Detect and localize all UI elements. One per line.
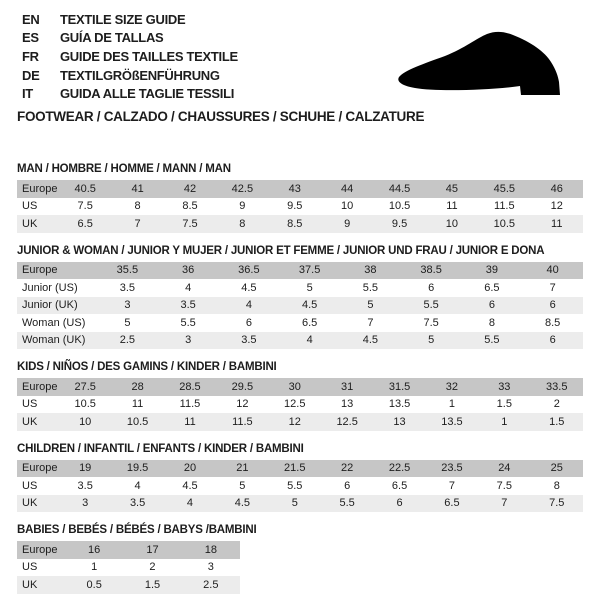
language-label: GUIDE DES TAILLES TEXTILE [60, 48, 238, 64]
language-code: EN [22, 11, 40, 27]
language-label: TEXTILE SIZE GUIDE [60, 11, 186, 27]
language-row-fr [22, 47, 238, 66]
table-row [17, 215, 583, 233]
size-cell: 35.5 [97, 262, 158, 280]
size-cell: 6.5 [373, 477, 425, 495]
size-cell: 6.5 [59, 215, 111, 233]
size-cell: 27.5 [59, 378, 111, 396]
size-cell: 11.5 [216, 413, 268, 431]
size-cell: 1.5 [478, 396, 530, 414]
size-cell: 5 [401, 332, 462, 350]
size-cell: 12.5 [269, 396, 321, 414]
size-cell: 21 [216, 460, 268, 478]
language-code: IT [22, 86, 33, 102]
size-cell: 9 [321, 215, 373, 233]
size-cell: 17 [123, 541, 181, 559]
size-cell: 4 [111, 477, 163, 495]
size-cell: 37.5 [279, 262, 340, 280]
size-table [17, 180, 583, 233]
size-cell: 24 [478, 460, 530, 478]
size-cell: 5 [216, 477, 268, 495]
size-cell: 10.5 [478, 215, 530, 233]
size-cell: 45 [426, 180, 478, 198]
row-label: Woman (US) [17, 314, 97, 332]
table-row [17, 413, 583, 431]
size-cell: 42 [164, 180, 216, 198]
size-cell: 7 [426, 477, 478, 495]
table-row [17, 460, 583, 478]
size-table-block [17, 163, 583, 233]
size-cell: 10.5 [373, 198, 425, 216]
size-table [17, 262, 583, 350]
table-row [17, 576, 240, 594]
size-cell: 9.5 [373, 215, 425, 233]
size-cell: 8 [462, 314, 523, 332]
size-cell: 31 [321, 378, 373, 396]
size-cell: 41 [111, 180, 163, 198]
size-cell: 7.5 [59, 198, 111, 216]
size-cell: 3 [97, 297, 158, 315]
row-label: Junior (US) [17, 279, 97, 297]
size-cell: 6 [373, 495, 425, 513]
table-row [17, 477, 583, 495]
size-cell: 4 [158, 279, 219, 297]
size-cell: 3 [158, 332, 219, 350]
size-cell: 38 [340, 262, 401, 280]
row-label: US [17, 559, 65, 577]
size-cell: 40 [522, 262, 583, 280]
table-row [17, 541, 240, 559]
table-title: JUNIOR & WOMAN / JUNIOR Y MUJER / JUNIOR ET FEMME / JUNIOR UND FRAU / JUNIOR E DONA [17, 244, 545, 257]
row-label: Europe [17, 460, 59, 478]
table-row [17, 314, 583, 332]
size-cell: 3.5 [59, 477, 111, 495]
language-label: TEXTILGRÖßENFÜHRUNG [60, 67, 220, 83]
size-cell: 28.5 [164, 378, 216, 396]
size-cell: 1.5 [123, 576, 181, 594]
language-row-de [22, 66, 238, 85]
size-cell: 4 [219, 297, 280, 315]
table-title: MAN / HOMBRE / HOMME / MANN / MAN [17, 163, 231, 175]
language-code: FR [22, 48, 39, 64]
size-cell: 10 [426, 215, 478, 233]
size-cell: 29.5 [216, 378, 268, 396]
size-cell: 30 [269, 378, 321, 396]
size-cell: 4.5 [164, 477, 216, 495]
size-cell: 18 [182, 541, 240, 559]
size-cell: 1 [426, 396, 478, 414]
size-cell: 19.5 [111, 460, 163, 478]
table-row [17, 396, 583, 414]
size-cell: 3.5 [111, 495, 163, 513]
size-table [17, 541, 240, 594]
size-cell: 3.5 [158, 297, 219, 315]
size-cell: 7.5 [164, 215, 216, 233]
size-cell: 5 [340, 297, 401, 315]
size-table-block [17, 245, 583, 350]
size-cell: 3.5 [97, 279, 158, 297]
size-cell: 4.5 [216, 495, 268, 513]
size-cell: 5.5 [269, 477, 321, 495]
language-list [22, 10, 238, 103]
size-cell: 10.5 [59, 396, 111, 414]
size-cell: 13 [373, 413, 425, 431]
table-row [17, 378, 583, 396]
size-cell: 11 [426, 198, 478, 216]
table-title: BABIES / BEBÉS / BÉBÉS / BABYS /BAMBINI [17, 524, 257, 536]
size-tables [17, 163, 583, 600]
row-label: UK [17, 495, 59, 513]
size-cell: 12 [269, 413, 321, 431]
row-label: UK [17, 576, 65, 594]
size-cell: 12.5 [321, 413, 373, 431]
size-table-block [17, 443, 583, 513]
size-cell: 4.5 [219, 279, 280, 297]
size-cell: 6.5 [279, 314, 340, 332]
size-cell: 3 [182, 559, 240, 577]
row-label: US [17, 396, 59, 414]
size-cell: 4 [164, 495, 216, 513]
size-cell: 11.5 [478, 198, 530, 216]
size-cell: 6 [522, 297, 583, 315]
row-label: Europe [17, 378, 59, 396]
language-row-en [22, 10, 238, 29]
size-cell: 6 [462, 297, 523, 315]
size-cell: 19 [59, 460, 111, 478]
size-cell: 11 [531, 215, 583, 233]
size-cell: 12 [531, 198, 583, 216]
size-cell: 36 [158, 262, 219, 280]
size-cell: 7 [340, 314, 401, 332]
size-cell: 11.5 [164, 396, 216, 414]
row-label: US [17, 198, 59, 216]
table-title: CHILDREN / INFANTIL / ENFANTS / KINDER / BAMBINI [17, 442, 304, 455]
size-cell: 8 [111, 198, 163, 216]
size-cell: 7 [111, 215, 163, 233]
size-cell: 0.5 [65, 576, 123, 594]
size-cell: 2.5 [182, 576, 240, 594]
size-cell: 46 [531, 180, 583, 198]
size-cell: 44.5 [373, 180, 425, 198]
size-cell: 6.5 [462, 279, 523, 297]
table-row [17, 279, 583, 297]
size-cell: 20 [164, 460, 216, 478]
size-cell: 7.5 [531, 495, 583, 513]
size-cell: 8.5 [522, 314, 583, 332]
size-cell: 2 [531, 396, 583, 414]
row-label: Europe [17, 541, 65, 559]
language-code: ES [22, 30, 39, 46]
size-cell: 4.5 [279, 297, 340, 315]
size-cell: 7.5 [478, 477, 530, 495]
size-cell: 12 [216, 396, 268, 414]
language-label: GUIDA ALLE TAGLIE TESSILI [60, 86, 235, 102]
size-cell: 5 [97, 314, 158, 332]
size-cell: 11 [111, 396, 163, 414]
row-label: Junior (UK) [17, 297, 97, 315]
size-cell: 8 [216, 215, 268, 233]
size-cell: 13.5 [373, 396, 425, 414]
table-row [17, 262, 583, 280]
size-cell: 39 [462, 262, 523, 280]
size-cell: 43 [269, 180, 321, 198]
size-cell: 22.5 [373, 460, 425, 478]
size-cell: 40.5 [59, 180, 111, 198]
table-row [17, 198, 583, 216]
category-heading: FOOTWEAR / CALZADO / CHAUSSURES / SCHUHE / CALZATURE [17, 109, 425, 124]
size-cell: 2 [123, 559, 181, 577]
table-title: KIDS / NIÑOS / DES GAMINS / KINDER / BAMBINI [17, 361, 277, 373]
size-cell: 3 [59, 495, 111, 513]
row-label: Europe [17, 180, 59, 198]
size-cell: 31.5 [373, 378, 425, 396]
table-row [17, 559, 240, 577]
size-cell: 8.5 [269, 215, 321, 233]
size-cell: 10 [59, 413, 111, 431]
dress-shoe-icon [393, 26, 577, 100]
table-row [17, 180, 583, 198]
language-code: DE [22, 67, 40, 83]
size-cell: 45.5 [478, 180, 530, 198]
size-cell: 3.5 [219, 332, 280, 350]
size-cell: 5.5 [158, 314, 219, 332]
size-cell: 5.5 [340, 279, 401, 297]
size-table-block [17, 361, 583, 431]
size-cell: 16 [65, 541, 123, 559]
size-cell: 4.5 [340, 332, 401, 350]
size-table-block [17, 524, 583, 594]
size-cell: 6 [522, 332, 583, 350]
table-row [17, 297, 583, 315]
size-cell: 4 [279, 332, 340, 350]
size-cell: 9 [216, 198, 268, 216]
size-cell: 2.5 [97, 332, 158, 350]
size-cell: 1 [65, 559, 123, 577]
language-label: GUÍA DE TALLAS [60, 30, 164, 46]
size-cell: 6.5 [426, 495, 478, 513]
size-cell: 8 [531, 477, 583, 495]
size-cell: 32 [426, 378, 478, 396]
size-cell: 33 [478, 378, 530, 396]
size-cell: 22 [321, 460, 373, 478]
size-cell: 6 [401, 279, 462, 297]
size-cell: 44 [321, 180, 373, 198]
size-cell: 11 [164, 413, 216, 431]
size-table [17, 378, 583, 431]
row-label: US [17, 477, 59, 495]
size-cell: 1.5 [531, 413, 583, 431]
table-row [17, 332, 583, 350]
size-cell: 1 [478, 413, 530, 431]
size-cell: 7 [478, 495, 530, 513]
size-cell: 9.5 [269, 198, 321, 216]
size-cell: 8.5 [164, 198, 216, 216]
row-label: UK [17, 413, 59, 431]
row-label: Europe [17, 262, 97, 280]
language-row-es [22, 29, 238, 48]
size-cell: 28 [111, 378, 163, 396]
size-cell: 5.5 [401, 297, 462, 315]
size-cell: 10.5 [111, 413, 163, 431]
size-cell: 5.5 [462, 332, 523, 350]
row-label: Woman (UK) [17, 332, 97, 350]
size-cell: 6 [321, 477, 373, 495]
size-cell: 25 [531, 460, 583, 478]
size-cell: 6 [219, 314, 280, 332]
size-cell: 33.5 [531, 378, 583, 396]
size-cell: 21.5 [269, 460, 321, 478]
size-cell: 36.5 [219, 262, 280, 280]
size-table [17, 460, 583, 513]
language-row-it [22, 84, 238, 103]
size-cell: 23.5 [426, 460, 478, 478]
size-cell: 7.5 [401, 314, 462, 332]
size-cell: 13 [321, 396, 373, 414]
size-cell: 38.5 [401, 262, 462, 280]
row-label: UK [17, 215, 59, 233]
size-cell: 13.5 [426, 413, 478, 431]
size-cell: 5 [279, 279, 340, 297]
table-row [17, 495, 583, 513]
size-cell: 7 [522, 279, 583, 297]
size-cell: 5.5 [321, 495, 373, 513]
size-cell: 42.5 [216, 180, 268, 198]
size-cell: 10 [321, 198, 373, 216]
size-cell: 5 [269, 495, 321, 513]
